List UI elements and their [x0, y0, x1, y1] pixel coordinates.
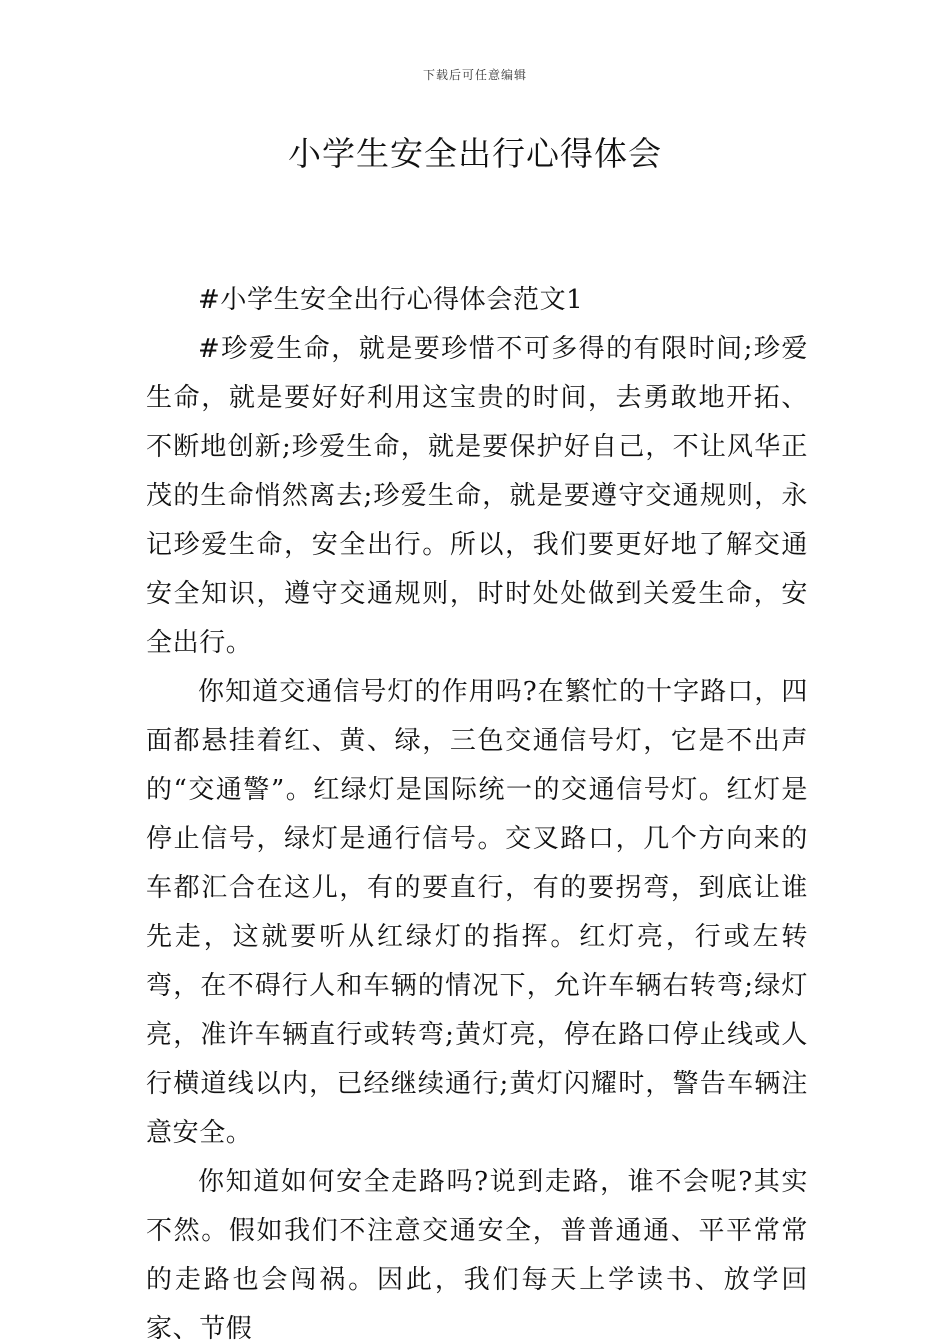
document-body [146, 276, 808, 1344]
paragraph: 你知道如何安全走路吗?说到走路，谁不会呢?其实不然。假如我们不注意交通安全，普普通通、平平常常的走路也会闯祸。因此，我们每天上学读书、放学回家、节假 [146, 1167, 808, 1344]
document-title: 小学生安全出行心得体会 [288, 134, 662, 173]
header-note: 下载后可任意编辑 [422, 68, 527, 82]
section-heading: #小学生安全出行心得体会范文1 [198, 285, 584, 315]
paragraph: #珍爱生命，就是要珍惜不可多得的有限时间;珍爱生命，就是要好好利用这宝贵的时间，去勇敢地开拓、不断地创新;珍爱生命，就是要保护好自己，不让风华正茂的生命悄然离去;珍爱生命，就是要遵守交通规则，永记珍爱生命，安全出行。所以，我们要更好地了解交通安全知识，遵守交通规则，时时处处做到关爱生命，安全出行。 [146, 334, 808, 658]
paragraph: 你知道交通信号灯的作用吗?在繁忙的十字路口，四面都悬挂着红、黄、绿，三色交通信号灯，它是不出声的“交通警”。红绿灯是国际统一的交通信号灯。红灯是停止信号，绿灯是通行信号。交叉路口，几个方向来的车都汇合在这儿，有的要直行，有的要拐弯，到底让谁先走，这就要听从红绿灯的指挥。红灯亮，行或左转弯，在不碍行人和车辆的情况下，允许车辆右转弯;绿灯亮，准许车辆直行或转弯;黄灯亮，停在路口停止线或人行横道线以内，已经继续通行;黄灯闪耀时，警告车辆注意安全。 [146, 677, 808, 1148]
